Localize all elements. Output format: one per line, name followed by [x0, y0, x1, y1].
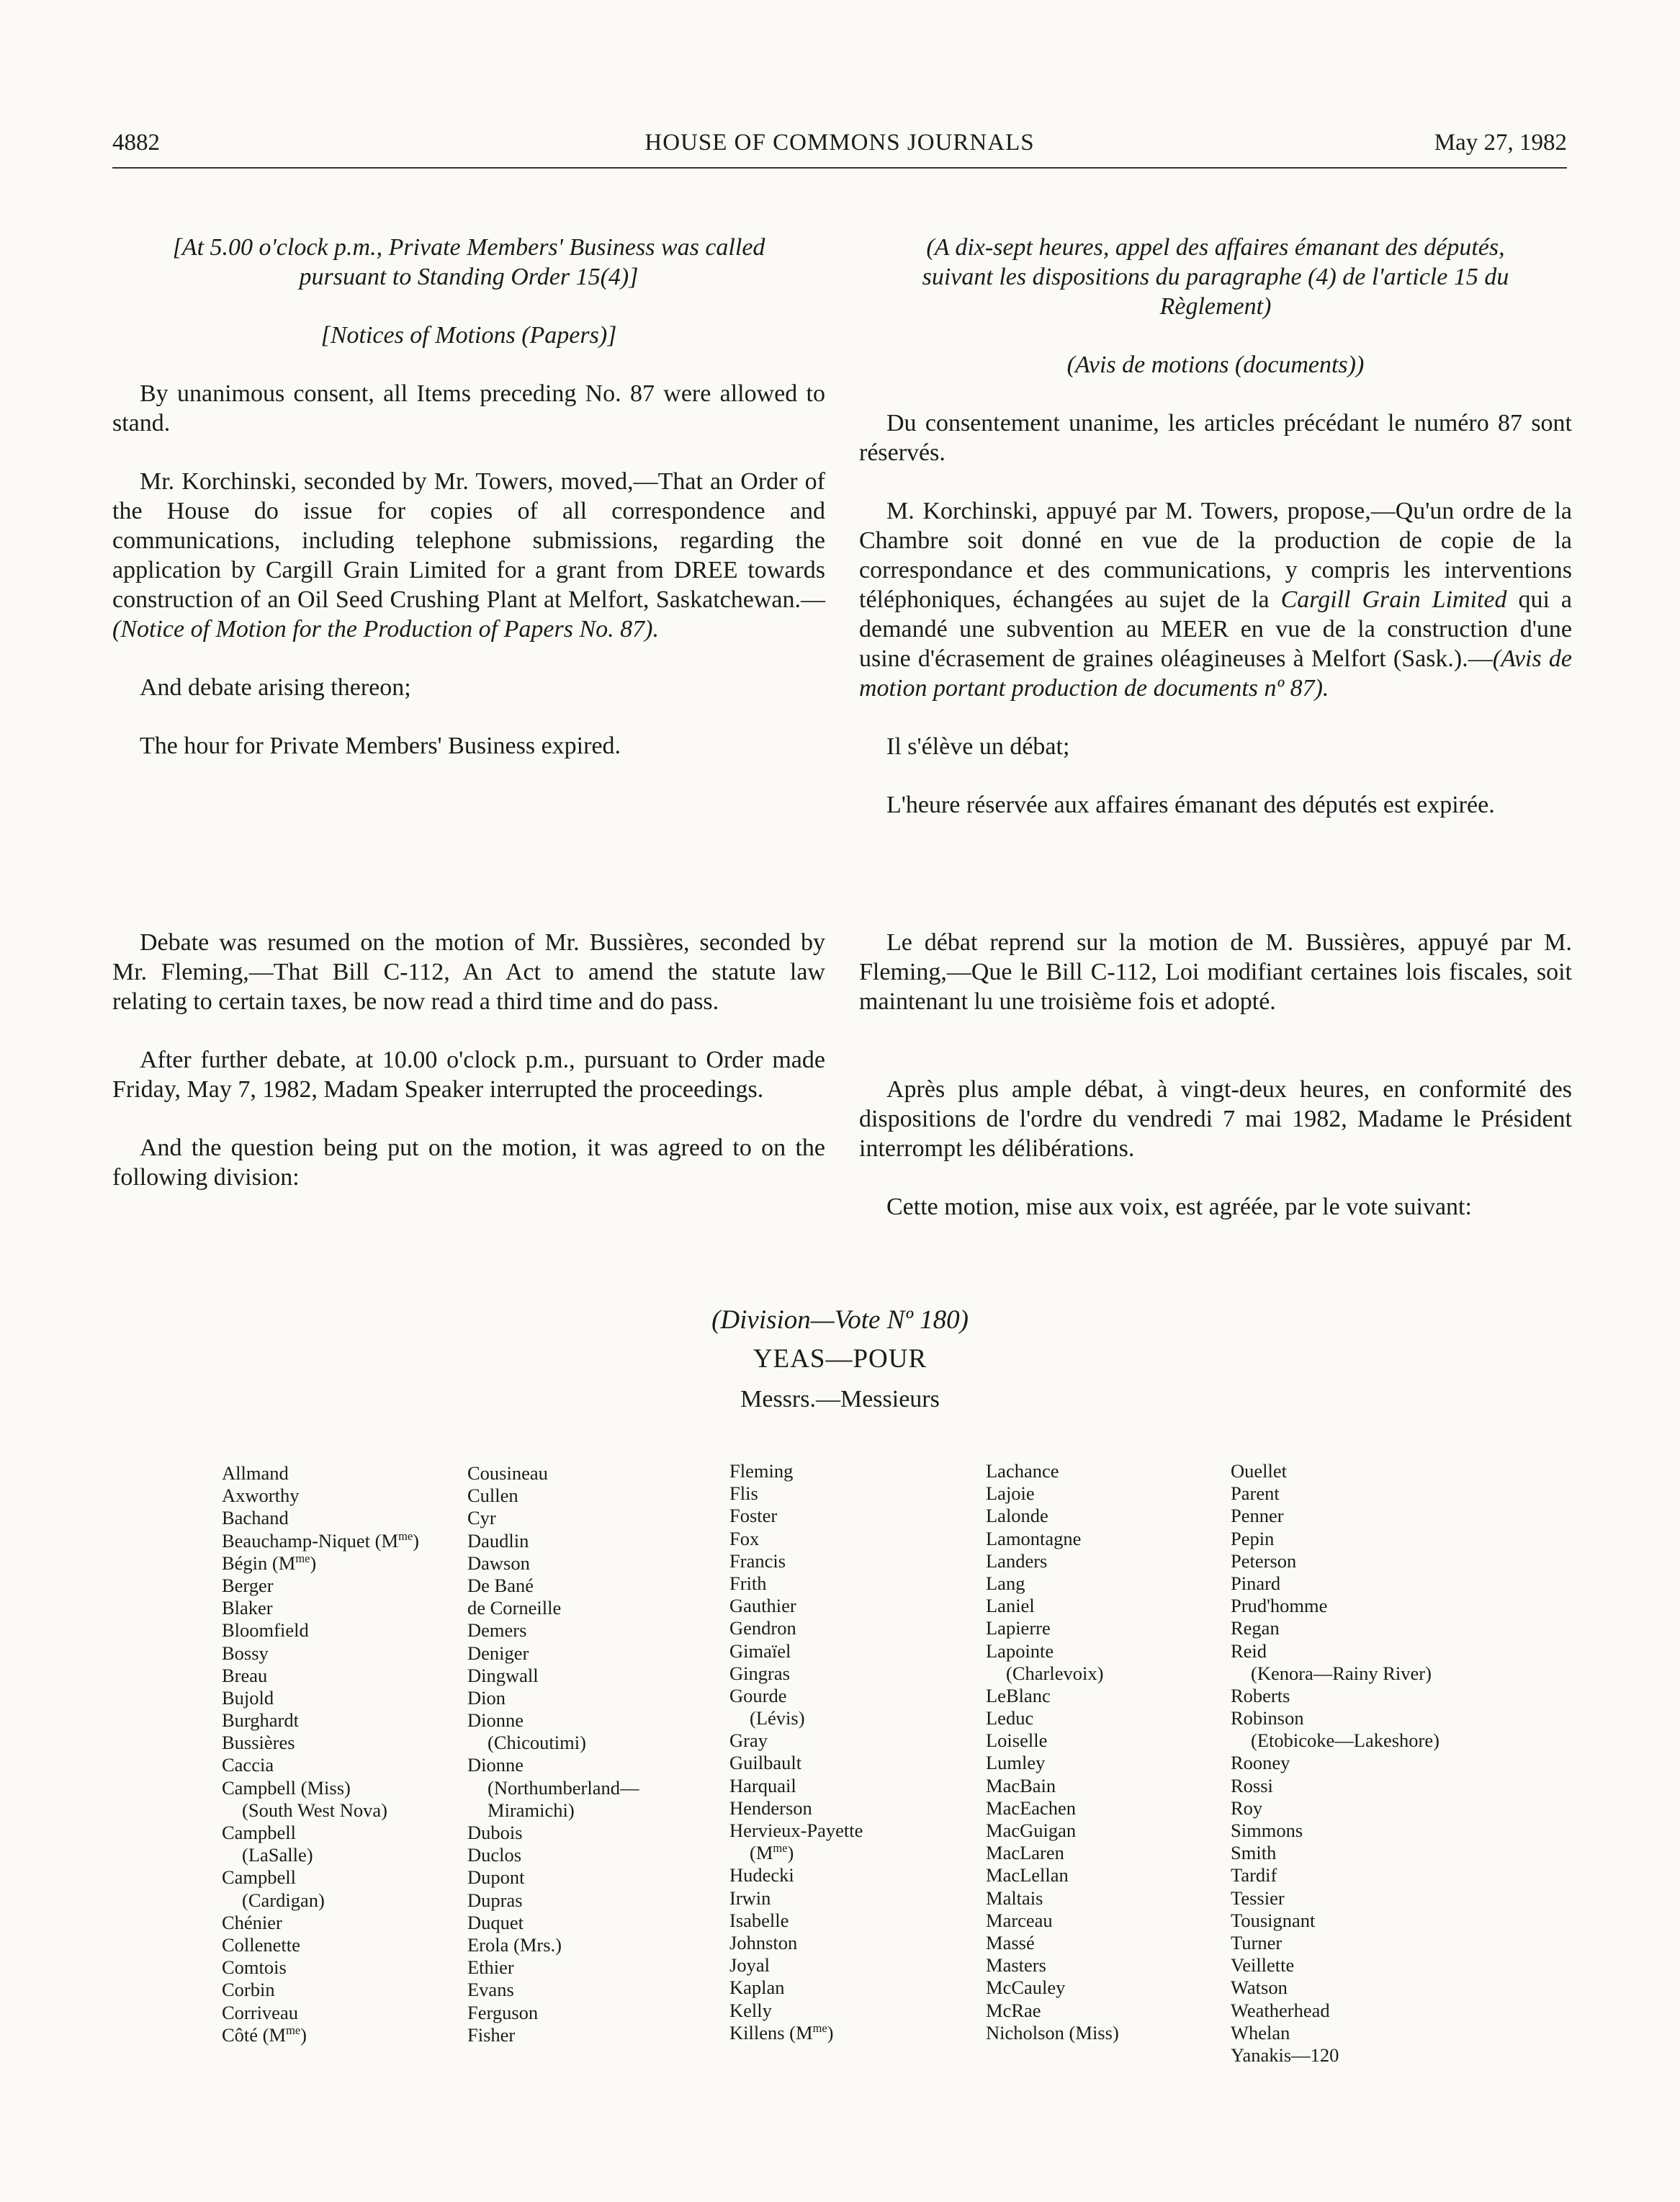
member-name: Beauchamp-Niquet $(M^{me})$: [222, 1529, 419, 1552]
member-name: Bloomfield: [222, 1619, 309, 1642]
proceeding-note-fr: (A dix-sept heures, appel des affaires émanant des députés, suivant les dispositions du paragraphe (4) de l'article 15 du Règlement): [922, 234, 1509, 320]
motion-paragraph-fr: [859, 496, 1572, 703]
member-name: de Corneille: [467, 1597, 562, 1619]
messrs-heading: Messrs.—Messieurs: [740, 1386, 940, 1413]
expired-paragraph: The hour for Private Members' Business expired.: [140, 733, 621, 759]
proceeding-note: [At 5.00 o'clock p.m., Private Members' Business was called pursuant to Standing Order 15(4)]: [172, 234, 765, 290]
member-name: Evans: [467, 1979, 514, 2001]
member-name: Bujold: [222, 1686, 274, 1709]
motion-text: Mr. Korchinski, seconded by Mr. Towers, moved,—That an Order of the House do issue for copies of all correspondence and communications, including telephone submissions, regarding the application by Cargill Grain Limited for a grant from DREE towards construction of an Oil Seed Crushing Plant at Melfort, Saskatchewan.—: [112, 468, 825, 613]
notices-heading-fr: (Avis de motions (documents)): [1066, 352, 1365, 378]
member-name: Foster: [729, 1505, 778, 1527]
member-name: Ferguson: [467, 2001, 539, 2023]
question-paragraph: And the question being put on the motion, it was agreed to on the following division:: [112, 1134, 825, 1191]
member-name: Francis: [729, 1549, 786, 1572]
member-name: Lajoie: [986, 1482, 1035, 1505]
member-name: Yanakis—120: [1231, 2044, 1339, 2066]
member-name: Ouellet: [1231, 1460, 1287, 1482]
member-name: Pepin: [1231, 1527, 1275, 1549]
member-name: Corbin: [222, 1979, 275, 2001]
member-name: (South West Nova): [242, 1799, 387, 1821]
motion-reference: (Notice of Motion for the Production of Papers No. 87).: [112, 616, 659, 643]
member-name: Flis: [729, 1482, 758, 1505]
member-name: Chénier: [222, 1911, 282, 1933]
motion-text-fr-a: M. Korchinski, appuyé par M. Towers, propose,—Qu'un ordre de la Chambre soit donné en vue de la production de copie de la correspondance et des communications, y compris les interventions téléphoniques, échangées au sujet de la: [859, 498, 1572, 613]
member-name: LeBlanc: [986, 1684, 1051, 1706]
member-name: Gendron: [729, 1617, 796, 1639]
member-name: Demers: [467, 1619, 527, 1642]
member-name: Isabelle: [729, 1909, 789, 1931]
member-name: Parent: [1231, 1482, 1280, 1505]
member-name: MacLaren: [986, 1842, 1064, 1864]
member-name: Leduc: [986, 1707, 1034, 1729]
member-name: Fisher: [467, 2023, 516, 2046]
member-name: Dionne: [467, 1709, 524, 1732]
member-name: Loiselle: [986, 1729, 1048, 1752]
member-name: Lapointe: [986, 1639, 1054, 1662]
further-debate-paragraph-fr: Après plus ample débat, à vingt-deux heures, en conformité des dispositions de l'ordre du vendredi 7 mai 1982, Madame le Président interrompt les délibérations.: [859, 1076, 1572, 1162]
consent-paragraph: By unanimous consent, all Items preceding No. 87 were allowed to stand.: [112, 380, 825, 437]
division-title: (Division—Vote Nº 180): [711, 1305, 969, 1335]
member-name: Caccia: [222, 1754, 274, 1776]
member-name: Daudlin: [467, 1529, 529, 1552]
member-name: Whelan: [1231, 2021, 1290, 2044]
member-name: Weatherhead: [1231, 1999, 1330, 2021]
member-name: Duclos: [467, 1844, 522, 1866]
member-name: Roy: [1231, 1796, 1263, 1819]
member-name: Gray: [729, 1729, 768, 1752]
member-name: Frith: [729, 1572, 767, 1594]
member-name: Johnston: [729, 1931, 798, 1953]
member-name: MacBain: [986, 1774, 1056, 1796]
member-name: Miramichi): [488, 1799, 575, 1821]
motion-reference-fr: (Avis de motion portant production de documents nº 87).: [859, 645, 1572, 702]
question-paragraph-fr: Cette motion, mise aux voix, est agréée, par le vote suivant:: [886, 1194, 1472, 1220]
member-name: Collenette: [222, 1933, 300, 1956]
member-name: Breau: [222, 1664, 268, 1686]
member-name: Irwin: [729, 1887, 771, 1909]
member-name: Dawson: [467, 1552, 530, 1574]
english-column-top: [112, 233, 825, 761]
member-name: Watson: [1231, 1977, 1288, 1999]
member-name: Simmons: [1231, 1820, 1303, 1841]
member-name: Laniel: [986, 1595, 1035, 1617]
member-name: Tessier: [1231, 1887, 1285, 1909]
member-name: Allmand: [222, 1462, 289, 1484]
member-name: Guilbault: [729, 1752, 802, 1774]
member-name: Comtois: [222, 1956, 287, 1979]
member-name: Nicholson (Miss): [986, 2021, 1119, 2044]
member-name: (Etobicoke—Lakeshore): [1251, 1729, 1439, 1752]
member-name: MacLellan: [986, 1864, 1069, 1887]
member-name: Robinson: [1231, 1707, 1304, 1729]
resumed-paragraph: Debate was resumed on the motion of Mr. Bussières, seconded by Mr. Fleming,—That Bill C-112, An Act to amend the statute law relating to certain taxes, be now read a third time and do pass.: [112, 929, 825, 1015]
member-name: Blaker: [222, 1597, 273, 1619]
notices-heading: [Notices of Motions (Papers)]: [320, 322, 617, 349]
member-name: Masters: [986, 1954, 1046, 1977]
member-name: Maltais: [986, 1887, 1043, 1909]
division-names-col-5: [1231, 1460, 1439, 2067]
member-name: Corriveau: [222, 2001, 298, 2023]
member-name: Harquail: [729, 1774, 796, 1796]
member-name: Marceau: [986, 1909, 1053, 1931]
motion-paragraph: [112, 467, 825, 644]
member-name: Dion: [467, 1686, 506, 1709]
member-name: (Cardigan): [242, 1889, 325, 1911]
member-name: Lamontagne: [986, 1527, 1082, 1549]
expired-paragraph-fr: L'heure réservée aux affaires émanant des députés est expirée.: [886, 792, 1495, 818]
member-name: (Northumberland—: [488, 1776, 639, 1799]
member-name: Berger: [222, 1574, 274, 1596]
member-name: Roberts: [1231, 1684, 1290, 1706]
french-column-top: [859, 233, 1572, 820]
member-name: Fox: [729, 1527, 760, 1549]
member-name: $(M^{me})$: [750, 1841, 794, 1864]
member-name: Erola (Mrs.): [467, 1933, 562, 1956]
member-name: Campbell (Miss): [222, 1776, 351, 1799]
member-name: Burghardt: [222, 1709, 299, 1732]
member-name: Killens $(M^{me})$: [729, 2020, 834, 2044]
member-name: Kaplan: [729, 1977, 785, 1999]
member-name: Deniger: [467, 1642, 529, 1664]
resumed-paragraph-fr: Le débat reprend sur la motion de M. Bussières, appuyé par M. Fleming,—Que le Bill C-112, Loi modifiant certaines lois fiscales, soit maintenant lu une troisième fois et adopté.: [859, 929, 1572, 1015]
member-name: MacEachen: [986, 1796, 1077, 1819]
member-name: Bachand: [222, 1507, 289, 1529]
member-name: Pinard: [1231, 1572, 1281, 1594]
member-name: (Charlevoix): [1006, 1662, 1104, 1684]
member-name: Campbell: [222, 1822, 297, 1843]
division-names-col-4: [986, 1460, 1119, 2044]
member-name: Smith: [1231, 1842, 1277, 1864]
member-name: Prud'homme: [1231, 1595, 1328, 1617]
member-name: McRae: [986, 1999, 1041, 2021]
member-name: Cousineau: [467, 1462, 548, 1484]
member-name: Dingwall: [467, 1664, 539, 1686]
member-name: Hudecki: [729, 1864, 794, 1887]
journal-date: May 27, 1982: [1434, 130, 1567, 156]
member-name: Dionne: [467, 1754, 524, 1776]
division-names-col-3: [729, 1460, 863, 2044]
member-name: Campbell: [222, 1866, 297, 1889]
member-name: Gingras: [729, 1662, 790, 1684]
member-name: Lachance: [986, 1460, 1059, 1482]
member-name: Massé: [986, 1931, 1035, 1953]
consent-paragraph-fr: Du consentement unanime, les articles précédant le numéro 87 sont réservés.: [859, 410, 1572, 466]
member-name: Lapierre: [986, 1617, 1051, 1639]
member-name: Axworthy: [222, 1485, 300, 1507]
member-name: Regan: [1231, 1617, 1280, 1639]
member-name: Kelly: [729, 1999, 772, 2021]
member-name: Lumley: [986, 1752, 1046, 1774]
member-name: Peterson: [1231, 1549, 1297, 1572]
further-debate-paragraph: After further debate, at 10.00 o'clock p.m., pursuant to Order made Friday, May 7, 1982, Madam Speaker interrupted the proceedings.: [112, 1047, 825, 1103]
member-name: De Bané: [467, 1574, 534, 1596]
member-name: Gauthier: [729, 1595, 796, 1617]
member-name: Bossy: [222, 1642, 269, 1664]
member-name: Bégin $(M^{me})$: [222, 1551, 317, 1574]
member-name: Veillette: [1231, 1954, 1295, 1977]
yeas-heading: YEAS—POUR: [753, 1344, 927, 1374]
division-names-col-2: [467, 1462, 639, 2046]
member-name: MacGuigan: [986, 1820, 1077, 1841]
member-name: McCauley: [986, 1977, 1066, 1999]
member-name: Landers: [986, 1549, 1048, 1572]
division-names-col-1: [222, 1462, 419, 2046]
member-name: Joyal: [729, 1954, 770, 1977]
member-name: Dupont: [467, 1866, 525, 1889]
english-column-bottom: [112, 928, 825, 1192]
member-name: Ethier: [467, 1956, 514, 1979]
journal-title: HOUSE OF COMMONS JOURNALS: [644, 130, 1035, 156]
member-name: Rooney: [1231, 1752, 1290, 1774]
member-name: Lalonde: [986, 1505, 1048, 1527]
motion-company-fr: Cargill Grain Limited: [1280, 586, 1507, 613]
member-name: Dubois: [467, 1822, 523, 1843]
page-number: 4882: [112, 130, 160, 156]
member-name: Lang: [986, 1572, 1025, 1594]
member-name: Cyr: [467, 1507, 496, 1529]
member-name: Reid: [1231, 1639, 1267, 1662]
member-name: Dupras: [467, 1889, 523, 1911]
member-name: Côté $(M^{me})$: [222, 2023, 307, 2046]
member-name: Bussières: [222, 1732, 295, 1754]
member-name: Hervieux-Payette: [729, 1820, 863, 1841]
page-header: [112, 127, 1567, 169]
member-name: Rossi: [1231, 1774, 1273, 1796]
member-name: Henderson: [729, 1796, 812, 1819]
member-name: Tousignant: [1231, 1909, 1316, 1931]
member-name: (Lévis): [750, 1707, 805, 1729]
member-name: (Chicoutimi): [488, 1732, 586, 1754]
member-name: Cullen: [467, 1485, 518, 1507]
member-name: Gourde: [729, 1684, 787, 1706]
member-name: Penner: [1231, 1505, 1284, 1527]
member-name: Turner: [1231, 1931, 1283, 1953]
member-name: (Kenora—Rainy River): [1251, 1662, 1432, 1684]
debate-paragraph-fr: Il s'élève un débat;: [886, 733, 1070, 760]
member-name: (LaSalle): [242, 1844, 313, 1866]
member-name: Duquet: [467, 1911, 524, 1933]
debate-paragraph: And debate arising thereon;: [140, 674, 411, 701]
member-name: Gimaïel: [729, 1639, 791, 1662]
french-column-bottom: [859, 928, 1572, 1222]
motion-text-fr-b: qui a demandé une subvention au MEER en vue de la construction d'une usine d'écrasement de graines oléagineuses à Melfort (Sask.).—: [859, 586, 1572, 672]
member-name: Fleming: [729, 1460, 794, 1482]
member-name: Tardif: [1231, 1864, 1277, 1887]
